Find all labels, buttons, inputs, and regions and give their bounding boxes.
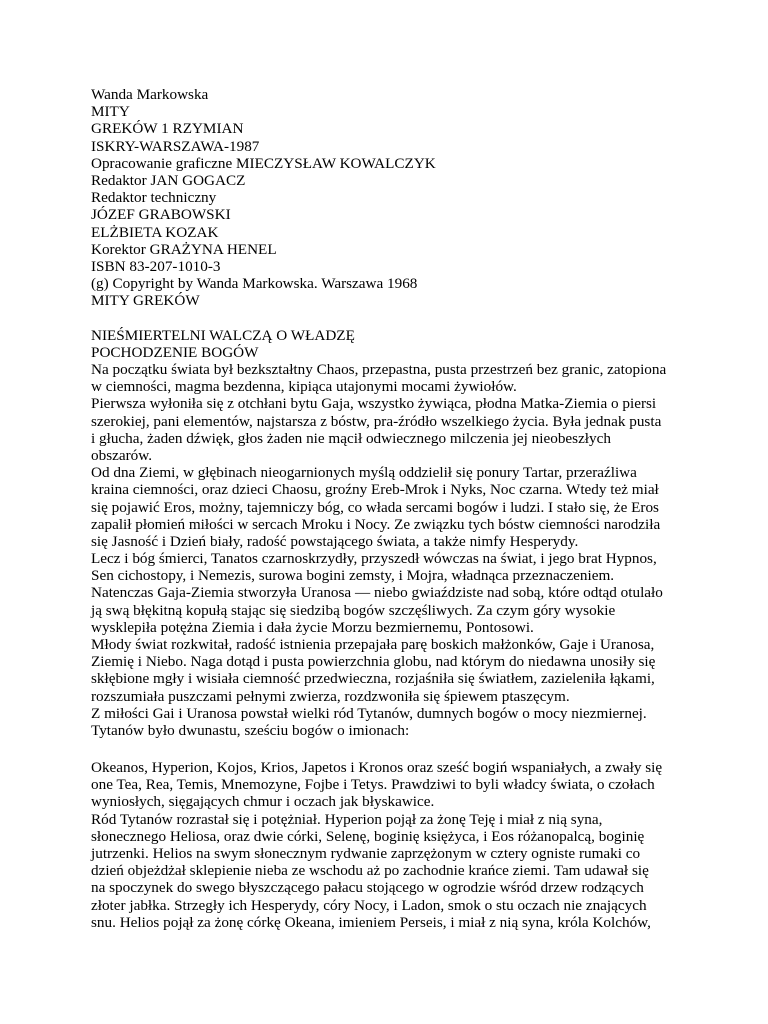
body-line: się pojawić Eros, możny, tajemniczy bóg, co włada sercami bogów i ludzi. I stało się, że Eros <box>91 498 659 516</box>
body-line: Ziemię i Niebo. Naga dotąd i pusta powierzchnia globu, nad którym do niedawna unosiły się <box>91 653 656 671</box>
body-line: w ciemności, magma bezdenna, kipiąca utajonymi mocami żywiołów. <box>91 378 517 396</box>
front-matter-line: ISKRY-WARSZAWA-1987 <box>91 137 260 155</box>
body-line: Ród Tytanów rozrastał się i potężniał. Hyperion pojął za żonę Teję i miał z nią syna, <box>91 810 603 828</box>
body-line: skłębione mgły i wisiała ciemność przedwieczna, rozjaśniła się światłem, zazieleniła łąkami, <box>91 670 655 688</box>
body-line: Pierwsza wyłoniła się z otchłani bytu Gaja, wszystko żywiąca, płodna Matka-Ziemia o piersi <box>91 395 657 413</box>
front-matter-line: GREKÓW 1 RZYMIAN <box>91 120 244 138</box>
body-line: wysklepiła potężna Ziemia i dała życie Morzu bezmiernemu, Pontosowi. <box>91 618 534 636</box>
body-line: na spoczynek do swego błyszczącego pałacu stojącego w ogrodzie wśród drzew rodzących <box>91 879 644 897</box>
front-matter-line: Opracowanie graficzne MIECZYSŁAW KOWALCZYK <box>91 154 436 172</box>
body-line: Tytanów było dwunastu, sześciu bogów o imionach: <box>91 721 410 739</box>
section-titles <box>91 327 703 361</box>
front-matter <box>91 86 703 309</box>
body-line: rozszumiała puszczami pełnymi zwierza, rozdzwoniła się śpiewem ptaszęcym. <box>91 687 570 705</box>
body-line: Młody świat rozkwitał, radość istnienia przepajała parę boskich małżonków, Gaje i Uranosa, <box>91 636 655 653</box>
front-matter-line: ISBN 83-207-1010-3 <box>91 257 221 275</box>
body-line: Sen cichostopy, i Nemezis, surowa bogini zemsty, i Mojra, władnąca przeznaczeniem. <box>91 567 615 585</box>
part-title: NIEŚMIERTELNI WALCZĄ O WŁADZĘ <box>91 327 355 344</box>
body-line: Od dna Ziemi, w głębinach nieogarnionych myślą oddzielił się ponury Tartar, przeraźliwa <box>91 464 637 482</box>
body-line: zapalił płomień miłości w sercach Mroku i Nocy. Ze związku tych bóstw ciemności narodziła <box>91 515 661 533</box>
front-matter-line: Redaktor techniczny <box>91 189 217 207</box>
body-line: jutrzenki. Helios na swym słonecznym rydwanie zaprzężonym w cztery ogniste rumaki co <box>91 844 641 862</box>
body-text-continued <box>91 759 703 931</box>
body-line: Z miłości Gai i Uranosa powstał wielki ród Tytanów, dumnych bogów o mocy niezmiernej. <box>91 704 647 722</box>
body-line: się Jasność i Dzień biały, radość powstającego świata, a także nimfy Hesperydy. <box>91 532 579 550</box>
body-line: słonecznego Heliosa, oraz dwie córki, Selenę, boginię księżyca, i Eos różanopalcą, boginię <box>91 827 645 845</box>
front-matter-line: Korektor GRAŻYNA HENEL <box>91 240 277 258</box>
body-line: i głucha, żaden dźwięk, głos żaden nie mącił odwiecznego milczenia jej nieobeszłych <box>91 429 611 447</box>
body-line: wyniosłych, sięgających chmur i oczach jak błyskawice. <box>91 793 435 811</box>
body-line: kraina ciemności, oraz dzieci Chaosu, groźny Ereb-Mrok i Nyks, Noc czarna. Wtedy też miał <box>91 481 659 499</box>
front-matter-line: Wanda Markowska <box>91 86 209 103</box>
body-line: one Tea, Rea, Temis, Mnemozyne, Fojbe i Tetys. Prawdziwi to byli władcy świata, o czołach <box>91 776 655 794</box>
body-text <box>91 361 703 739</box>
body-line: Na początku świata był bezkształtny Chaos, przepastna, pusta przestrzeń bez granic, zatopiona <box>91 361 667 378</box>
front-matter-line: Redaktor JAN GOGACZ <box>91 171 246 189</box>
body-line: snu. Helios pojął za żonę córkę Okeana, imieniem Perseis, i miał z nią syna, króla Kolchów, <box>91 913 651 931</box>
body-line: Okeanos, Hyperion, Kojos, Krios, Japetos i Kronos oraz sześć bogiń wspaniałych, a zwały się <box>91 759 663 776</box>
front-matter-line: JÓZEF GRABOWSKI <box>91 206 231 224</box>
body-line: obszarów. <box>91 446 153 464</box>
body-line: złoter jabłka. Strzegły ich Hesperydy, córy Nocy, i Ladon, smok o stu oczach nie znających <box>91 896 647 914</box>
body-line: szerokiej, pani elementów, najstarsza z bóstw, pra-źródło wszelkiego życia. Była jednak pusta <box>91 412 662 430</box>
body-line: ją swą błękitną kopułą stając się siedzibą bogów szczęśliwych. Za czym góry wysokie <box>91 601 616 619</box>
front-matter-line: (g) Copyright by Wanda Markowska. Warszawa 1968 <box>91 275 418 293</box>
body-line: Lecz i bóg śmierci, Tanatos czarnoskrzydły, przyszedł wówczas na świat, i jego brat Hypnos, <box>91 550 657 568</box>
front-matter-line: MITY <box>91 103 130 121</box>
chapter-title: POCHODZENIE BOGÓW <box>91 344 259 362</box>
body-line: dzień objeżdżał sklepienie nieba ze wschodu aż po zachodnie krańce ziemi. Tam udawał się <box>91 862 649 880</box>
front-matter-line: MITY GREKÓW <box>91 292 200 310</box>
body-line: Natenczas Gaja-Ziemia stworzyła Uranosa — niebo gwiaździste nad sobą, które odtąd otulało <box>91 584 663 602</box>
front-matter-line: ELŻBIETA KOZAK <box>91 223 219 241</box>
